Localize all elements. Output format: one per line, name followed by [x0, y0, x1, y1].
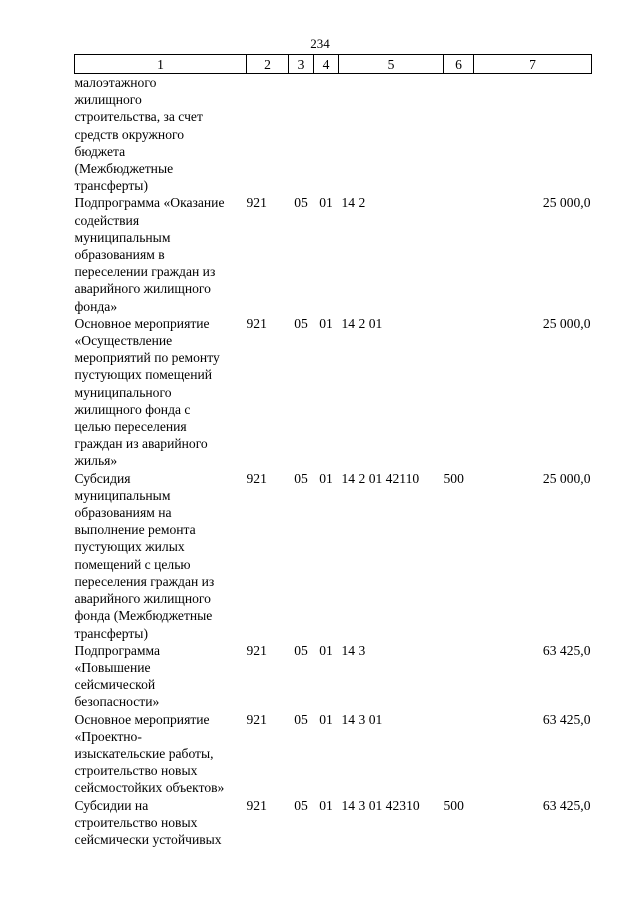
row-amount: 25 000,0: [542, 315, 591, 331]
row-amount: [474, 74, 592, 195]
row-subsection-code: 01: [319, 797, 333, 813]
row-name-line: Субсидия: [74, 470, 131, 486]
row-name-line: пустующих жилых: [74, 539, 185, 555]
row-amount: 63 425,0: [542, 797, 591, 813]
row-name-line: Подпрограмма «Оказание: [74, 195, 225, 211]
row-amount: 25 000,0: [542, 195, 591, 211]
row-target-article-code: 14 2 01 42110: [341, 470, 420, 486]
row-name-line: муниципального: [74, 384, 172, 400]
row-name-line: аварийного жилищного: [74, 281, 211, 297]
row-name-line: сейсмостойких объектов»: [74, 780, 225, 796]
row-subsection-code: 01: [319, 315, 333, 331]
row-name-line: бюджета: [74, 143, 126, 159]
row-target-article-code: 14 3: [341, 642, 366, 658]
row-name-line: образованиям на: [74, 505, 172, 521]
row-name-line: фонда (Межбюджетные: [74, 608, 213, 624]
row-name-line: муниципальным: [74, 487, 171, 503]
row-name: [75, 797, 247, 849]
row-name-line: трансферты): [74, 625, 148, 641]
row-name-line: (Межбюджетные: [74, 161, 174, 177]
row-grbs-code: 921: [246, 195, 267, 211]
row-amount: 63 425,0: [542, 711, 591, 727]
row-name-line: переселении граждан из: [74, 264, 216, 280]
row-amount: 63 425,0: [542, 642, 591, 658]
row-name: [75, 470, 247, 642]
row-grbs-code: 921: [246, 315, 267, 331]
row-name-line: пустующих помещений: [74, 367, 213, 383]
column-header-1: 1: [75, 55, 247, 74]
row-expense-type-code: [444, 711, 474, 797]
row-expense-type-code: [444, 642, 474, 711]
row-expense-type-code: [444, 74, 474, 195]
row-name: [75, 642, 247, 711]
row-target-article-code: 14 2: [341, 195, 366, 211]
row-target-article-code: 14 2 01: [341, 315, 383, 331]
row-name-line: Основное мероприятие: [74, 711, 210, 727]
row-name-line: жилищного фонда с: [74, 401, 191, 417]
row-name-line: переселения граждан из: [74, 573, 215, 589]
row-name-line: трансферты): [74, 178, 148, 194]
row-name-line: строительство новых: [74, 763, 198, 779]
row-section-code: 05: [294, 315, 308, 331]
row-section-code: [289, 74, 314, 195]
row-name-line: сейсмической: [74, 677, 156, 693]
column-header-3: 3: [289, 55, 314, 74]
row-name-line: помещений с целью: [74, 556, 191, 572]
row-name: [75, 711, 247, 797]
table-row: [75, 711, 592, 797]
column-header-6: 6: [444, 55, 474, 74]
row-name: [75, 315, 247, 470]
row-name-line: муниципальным: [74, 229, 171, 245]
row-subsection-code: 01: [319, 711, 333, 727]
table-row: [75, 642, 592, 711]
column-header-5: 5: [339, 55, 444, 74]
row-name-line: Основное мероприятие: [74, 315, 210, 331]
table-row: [75, 470, 592, 642]
row-name-line: целью переселения: [74, 419, 187, 435]
row-subsection-code: 01: [319, 642, 333, 658]
row-name: [75, 194, 247, 314]
row-amount: 25 000,0: [542, 470, 591, 486]
table-header: [75, 55, 592, 74]
row-expense-type-code: [444, 194, 474, 314]
row-name-line: строительства, за счет: [74, 109, 203, 125]
row-name-line: образованиям в: [74, 247, 165, 263]
column-header-7: 7: [474, 55, 592, 74]
row-expense-type-code: 500: [443, 797, 464, 813]
row-grbs-code: 921: [246, 711, 267, 727]
row-name-line: «Повышение: [74, 659, 151, 675]
page-number: 234: [310, 36, 330, 51]
row-name-line: безопасности»: [74, 694, 160, 710]
row-name-line: «Осуществление: [74, 333, 173, 349]
table-row: [75, 315, 592, 470]
row-section-code: 05: [294, 470, 308, 486]
row-name-line: аварийного жилищного: [74, 591, 211, 607]
row-subsection-code: 01: [319, 195, 333, 211]
row-section-code: 05: [294, 711, 308, 727]
row-grbs-code: 921: [246, 470, 267, 486]
row-name-line: содействия: [74, 212, 140, 228]
row-name-line: строительство новых: [74, 814, 198, 830]
row-target-article-code: 14 3 01 42310: [341, 797, 420, 813]
row-name: [75, 74, 247, 195]
table-row: [75, 797, 592, 849]
table-body: [75, 74, 592, 849]
column-header-4: 4: [314, 55, 339, 74]
row-name-line: выполнение ремонта: [74, 522, 196, 538]
table-row: [75, 74, 592, 195]
row-name-line: «Проектно-: [74, 728, 142, 744]
budget-table: [74, 54, 592, 848]
column-number-row: [75, 55, 592, 74]
row-name-line: малоэтажного: [74, 75, 157, 90]
row-name-line: изыскательские работы,: [74, 745, 214, 761]
row-target-article-code: [339, 74, 444, 195]
row-name-line: сейсмически устойчивых: [74, 831, 222, 847]
row-expense-type-code: [444, 315, 474, 470]
row-subsection-code: [314, 74, 339, 195]
row-section-code: 05: [294, 642, 308, 658]
row-name-line: средств окружного: [74, 126, 185, 142]
row-name-line: мероприятий по ремонту: [74, 350, 220, 366]
row-grbs-code: 921: [246, 797, 267, 813]
row-name-line: жилищного: [74, 92, 142, 108]
table-row: [75, 194, 592, 314]
row-grbs-code: [247, 74, 289, 195]
row-subsection-code: 01: [319, 470, 333, 486]
row-section-code: 05: [294, 195, 308, 211]
row-name-line: фонда»: [74, 298, 118, 314]
column-header-2: 2: [247, 55, 289, 74]
row-name-line: Субсидии на: [74, 797, 149, 813]
row-name-line: Подпрограмма: [74, 642, 161, 658]
row-section-code: 05: [294, 797, 308, 813]
row-expense-type-code: 500: [443, 470, 464, 486]
row-name-line: граждан из аварийного: [74, 436, 208, 452]
row-grbs-code: 921: [246, 642, 267, 658]
row-target-article-code: 14 3 01: [341, 711, 383, 727]
row-name-line: жилья»: [74, 453, 118, 469]
